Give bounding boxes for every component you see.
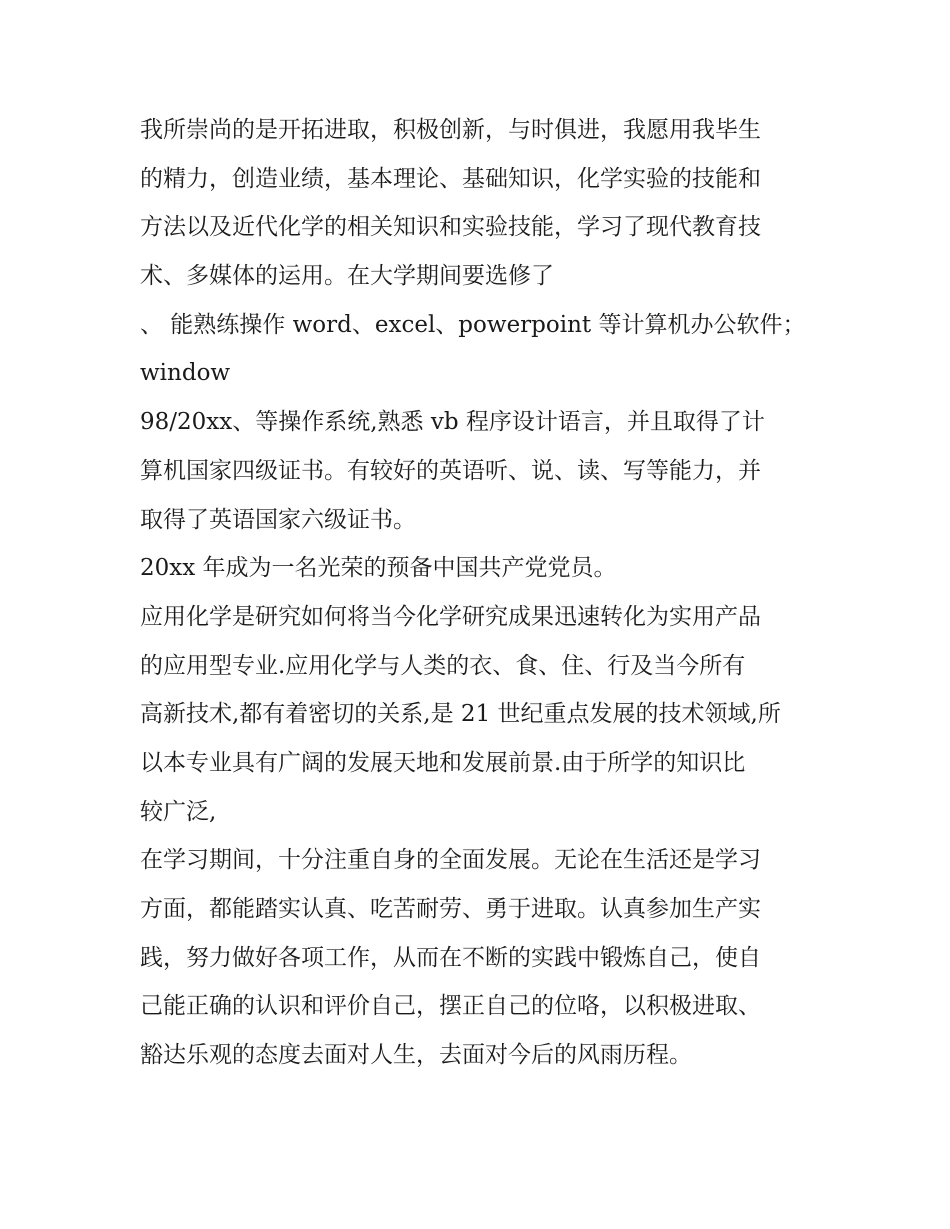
text-line: 高新技术,都有着密切的关系,是 21 世纪重点发展的技术领域,所 [140,701,781,728]
text-line: 豁达乐观的态度去面对人生，去面对今后的风雨历程。 [140,1042,692,1069]
text-line: 术、多媒体的运用。在大学期间要选修了 [140,263,554,290]
document-body [140,106,820,1080]
text-line: 己能正确的认识和评价自己，摆正自己的位咯，以积极进取、 [140,993,761,1020]
text-line: 方法以及近代化学的相关知识和实验技能，学习了现代教育技 [140,214,761,241]
text-line: 应用化学是研究如何将当今化学研究成果迅速转化为实用产品 [140,603,761,630]
text-line: 我所崇尚的是开拓进取，积极创新，与时俱进，我愿用我毕生 [140,117,761,143]
text-line: 的应用型专业.应用化学与人类的衣、食、住、行及当今所有 [140,652,746,679]
text-line: 98/20xx、等操作系统,熟悉 vb 程序设计语言，并且取得了计 [140,409,765,436]
text-line: 取得了英语国家六级证书。 [140,506,416,533]
text-line: 算机国家四级证书。有较好的英语听、说、读、写等能力，并 [140,457,761,484]
text-line: window [140,360,231,387]
text-line: 、 能熟练操作 word、excel、powerpoint 等计算机办公软件； [140,311,806,338]
text-line: 以本专业具有广阔的发展天地和发展前景.由于所学的知识比 [140,749,746,776]
text-line: 较广泛, [140,798,217,825]
text-line: 的精力，创造业绩，基本理论、基础知识，化学实验的技能和 [140,165,761,192]
text-line: 践，努力做好各项工作，从而在不断的实践中锻炼自己，使自 [140,944,761,971]
text-line: 方面，都能踏实认真、吃苦耐劳、勇于进取。认真参加生产实 [140,896,761,922]
text-line: 在学习期间，十分注重自身的全面发展。无论在生活还是学习 [140,847,761,874]
text-line: 20xx 年成为一名光荣的预备中国共产党党员。 [140,555,617,582]
